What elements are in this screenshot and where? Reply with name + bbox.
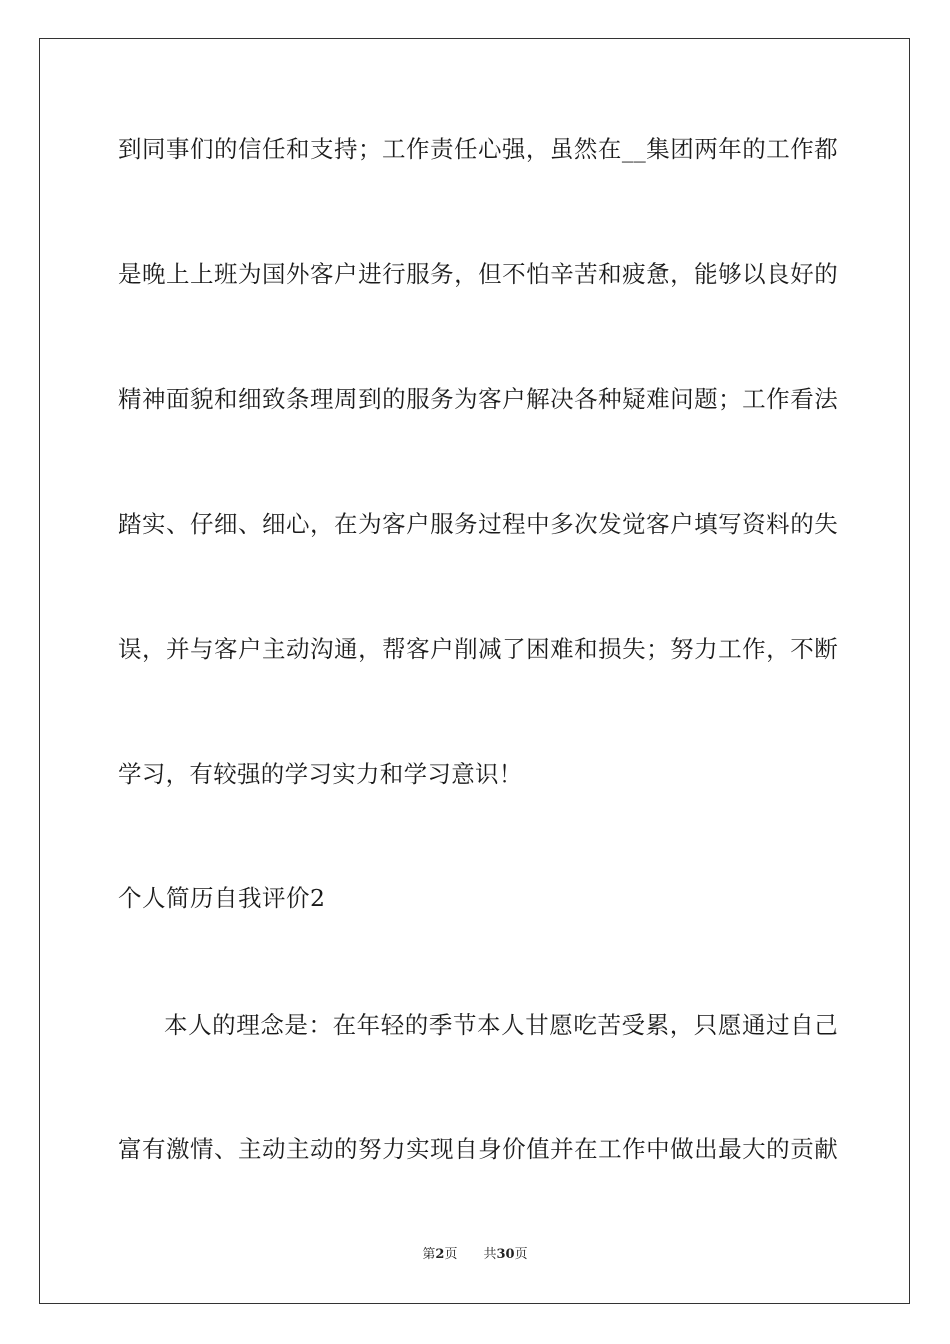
footer-page-prefix: 第 [422, 1247, 436, 1262]
footer-page-unit: 页 [444, 1247, 458, 1262]
footer-page-total: 30 [496, 1247, 515, 1262]
footer-page-current: 2 [435, 1247, 445, 1262]
body-line-5: 误，并与客户主动沟通，帮客户削减了困难和损失；努力工作，不断 [118, 635, 838, 663]
body-line-3: 精神面貌和细致条理周到的服务为客户解决各种疑难问题；工作看法 [118, 385, 838, 413]
section-heading: 个人简历自我评价2 [118, 884, 326, 912]
footer-total-prefix: 共 [483, 1247, 497, 1262]
body-line-6: 学习，有较强的学习实力和学习意识！ [118, 760, 523, 788]
body-line-1: 到同事们的信任和支持；工作责任心强，虽然在__集团两年的工作都 [118, 135, 838, 163]
footer-total-unit: 页 [514, 1247, 528, 1262]
section-line-2: 富有激情、主动主动的努力实现自身价值并在工作中做出最大的贡献 [118, 1135, 838, 1163]
page-frame [39, 38, 910, 1304]
section-line-1: 本人的理念是：在年轻的季节本人甘愿吃苦受累，只愿通过自己 [164, 1011, 838, 1039]
body-line-4: 踏实、仔细、细心，在为客户服务过程中多次发觉客户填写资料的失 [118, 510, 838, 538]
body-line-2: 是晚上上班为国外客户进行服务，但不怕辛苦和疲惫，能够以良好的 [118, 260, 838, 288]
page-footer [0, 1246, 950, 1264]
